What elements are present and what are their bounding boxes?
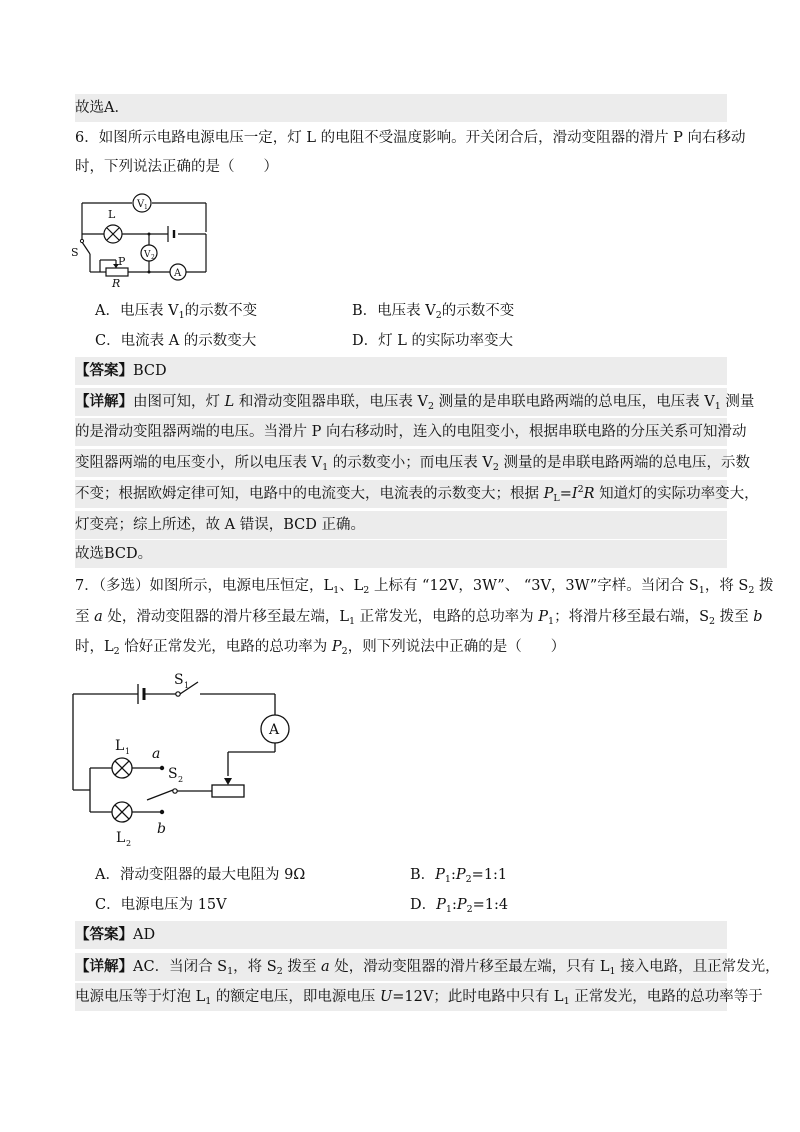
subscript: 1	[698, 585, 705, 596]
answer-value: AD	[133, 927, 156, 943]
detail-text: 不变；根据欧姆定律可知，电路中的电流变大，电流表的示数变大；根据	[75, 486, 544, 502]
detail-text: AC．当闭合 S	[133, 959, 228, 975]
detail-text: 接入电路，且正常发光，	[615, 959, 780, 975]
subscript: 2	[466, 904, 473, 915]
q6-detail-line-1	[75, 388, 755, 416]
terminal-a-label: a	[152, 746, 161, 762]
subscript: 2	[363, 585, 370, 596]
q6-option-d[interactable]	[352, 328, 513, 354]
detail-var: U	[380, 989, 393, 1005]
q7-stem-text: 拨至	[715, 609, 754, 625]
q7-stem-text: ；将滑片移至最右端，S	[554, 609, 710, 625]
option-text: B．电压表 V	[352, 303, 436, 319]
v1-sub: 1	[144, 204, 148, 211]
resistor-label: R	[112, 277, 121, 290]
option-text: 的示数不变	[441, 303, 515, 319]
q6-conclusion	[75, 540, 727, 568]
q7-option-d[interactable]	[410, 892, 508, 918]
conclusion-text: 故选A．	[75, 100, 129, 116]
option-text: B．	[410, 867, 436, 883]
subscript: 1	[333, 585, 340, 596]
q7-detail-line-1	[75, 953, 780, 981]
q7-stem-text: 7．（多选）如图所示，电源电压恒定，L	[75, 578, 334, 594]
subscript: 1	[205, 996, 212, 1007]
q7-var: P	[538, 609, 549, 625]
option-var: P	[435, 867, 445, 883]
subscript: 2	[427, 401, 434, 412]
subscript: 2	[492, 462, 499, 473]
q6-option-a[interactable]	[95, 298, 257, 324]
option-var: P	[455, 867, 466, 883]
option-text: A．电压表 V	[95, 303, 179, 319]
q7-detail-line-2	[75, 983, 763, 1011]
option-text: :	[451, 897, 457, 913]
detail-label: 【详解】	[75, 958, 133, 975]
detail-text: 测量	[720, 394, 755, 410]
q6-detail-line-4	[75, 480, 759, 508]
subscript: 2	[709, 616, 716, 627]
subscript: 1	[349, 616, 356, 627]
q7-stem-text: 拨	[754, 578, 774, 594]
subscript: 2	[465, 874, 472, 885]
ammeter-label: A	[174, 268, 182, 279]
detail-text: =12V；此时电路中只有 L	[392, 989, 564, 1005]
detail-var: a	[320, 959, 330, 975]
detail-text: 测量的是串联电路两端的总电压，示数	[498, 455, 750, 471]
q6-answer	[75, 357, 727, 385]
switch-label: S	[71, 246, 79, 259]
q7-var: b	[753, 609, 763, 625]
superscript: 2	[577, 484, 584, 495]
q6-stem-text: 6．如图所示电路电源电压一定，灯 L 的电阻不受温度影响。开关闭合后，滑动变阻器的滑片 P 向右移动	[75, 130, 746, 146]
q7-stem-text: 处，滑动变阻器的滑片移至最左端，L	[102, 609, 350, 625]
l1-sub: 1	[125, 747, 131, 756]
detail-text: 灯变亮；综上所述，故 A 错误，BCD 正确。	[75, 517, 365, 533]
s1-label: S	[174, 672, 184, 688]
subscript: 2	[341, 646, 348, 657]
subscript: 1	[227, 966, 234, 977]
subscript: 1	[444, 874, 451, 885]
l2-sub: 2	[126, 839, 132, 848]
option-var: P	[436, 897, 446, 913]
detail-label: 【详解】	[75, 393, 133, 410]
q7-circuit-diagram	[70, 670, 300, 855]
subscript: 2	[276, 966, 283, 977]
lamp-label: L	[108, 208, 116, 221]
detail-text: ，将 S	[233, 959, 277, 975]
detail-var: P	[543, 486, 554, 502]
q6-detail-line-3	[75, 449, 750, 477]
v2-label: V	[144, 250, 151, 260]
q7-stem-text: 正常发光，电路的总功率为	[355, 609, 539, 625]
q7-stem-line-3	[75, 633, 727, 661]
previous-answer-conclusion	[75, 94, 727, 122]
subscript: 1	[548, 616, 555, 627]
subscript: 1	[714, 401, 721, 412]
detail-var: L	[224, 394, 235, 410]
v1-label: V	[137, 199, 145, 210]
v2-sub: 2	[151, 254, 155, 261]
q6-resistor	[106, 268, 128, 276]
q7-var: P	[331, 639, 342, 655]
l2-label: L	[116, 830, 126, 846]
q7-option-b[interactable]	[410, 862, 507, 888]
detail-text: 和滑动变阻器串联，电压表 V	[234, 394, 428, 410]
detail-var: R	[583, 486, 595, 502]
subscript: 1	[178, 310, 185, 321]
q7-var: a	[94, 609, 103, 625]
s2-sub: 2	[178, 775, 184, 784]
s1-sub: 1	[184, 681, 190, 690]
ammeter-label: A	[269, 722, 280, 738]
option-text: D．	[410, 897, 437, 913]
q7-option-a[interactable]	[95, 862, 305, 888]
q7-rheostat	[212, 785, 244, 797]
detail-text: 的额定电压，即电源电压	[211, 989, 381, 1005]
option-text: 的示数不变	[184, 303, 258, 319]
q6-detail-line-2	[75, 418, 747, 446]
option-text: =1:4	[472, 897, 509, 913]
detail-text: 电源电压等于灯泡 L	[75, 989, 206, 1005]
detail-text: =	[559, 486, 572, 502]
detail-text: 处，滑动变阻器的滑片移至最左端，只有 L	[329, 959, 610, 975]
q6-circuit-diagram	[70, 188, 220, 288]
q6-stem-text: 时，下列说法正确的是（ ）	[75, 159, 278, 175]
option-text: C．电流表 A 的示数变大	[95, 333, 257, 349]
terminal-b-label: b	[157, 821, 166, 837]
subscript: 1	[445, 904, 452, 915]
detail-text: 测量的是串联电路两端的总电压，电压表 V	[434, 394, 715, 410]
s2-label: S	[168, 766, 178, 782]
q7-stem-text: 时，L	[75, 639, 114, 655]
option-text: :	[450, 867, 456, 883]
q7-answer	[75, 921, 727, 949]
conclusion-text: 故选BCD。	[75, 546, 153, 562]
subscript: 1	[563, 996, 570, 1007]
subscript: L	[553, 493, 560, 504]
q6-detail-line-5	[75, 511, 727, 539]
q7-option-c[interactable]	[95, 892, 227, 918]
q7-stem-text: 至	[75, 609, 95, 625]
q6-stem-line-2	[75, 153, 727, 181]
option-text: C．电源电压为 15V	[95, 897, 227, 913]
detail-text: 拨至	[282, 959, 321, 975]
subscript: 1	[609, 966, 616, 977]
q6-stem-line-1	[75, 124, 746, 152]
answer-label: 【答案】	[75, 926, 133, 943]
detail-text: 的示数变小；而电压表 V	[328, 455, 493, 471]
answer-value: BCD	[133, 363, 167, 379]
option-text: A．滑动变阻器的最大电阻为 9Ω	[95, 867, 306, 883]
option-text: D．灯 L 的实际功率变大	[352, 333, 513, 349]
detail-text: 由图可知，灯	[133, 394, 225, 410]
q7-stem-line-1	[75, 572, 774, 600]
detail-text: 正常发光，电路的总功率等于	[569, 989, 763, 1005]
detail-text: 的是滑动变阻器两端的电压。当滑片 P 向右移动时，连入的电阻变小，根据串联电路的分压关系可知滑动	[75, 424, 747, 440]
subscript: 2	[435, 310, 442, 321]
answer-label: 【答案】	[75, 362, 133, 379]
subscript: 2	[748, 585, 755, 596]
option-text: =1:1	[471, 867, 508, 883]
slider-label: P	[118, 255, 126, 268]
l1-label: L	[115, 738, 125, 754]
q7-stem-text: 、L	[339, 578, 364, 594]
subscript: 2	[113, 646, 120, 657]
detail-var: I	[571, 486, 578, 502]
q6-option-c[interactable]	[95, 328, 256, 354]
q6-option-b[interactable]	[352, 298, 514, 324]
detail-text: 变阻器两端的电压变小，所以电压表 V	[75, 455, 323, 471]
q7-stem-text: 恰好正常发光，电路的总功率为	[119, 639, 332, 655]
detail-text: 知道灯的实际功率变大，	[594, 486, 759, 502]
subscript: 1	[322, 462, 329, 473]
q7-stem-text: ，将 S	[704, 578, 749, 594]
option-var: P	[456, 897, 467, 913]
q7-stem-line-2	[75, 603, 763, 631]
q7-stem-text: 上标有 “12V，3W”、 “3V，3W”字样。当闭合 S	[369, 578, 699, 594]
q7-stem-text: ，则下列说法中正确的是（ ）	[347, 639, 566, 655]
